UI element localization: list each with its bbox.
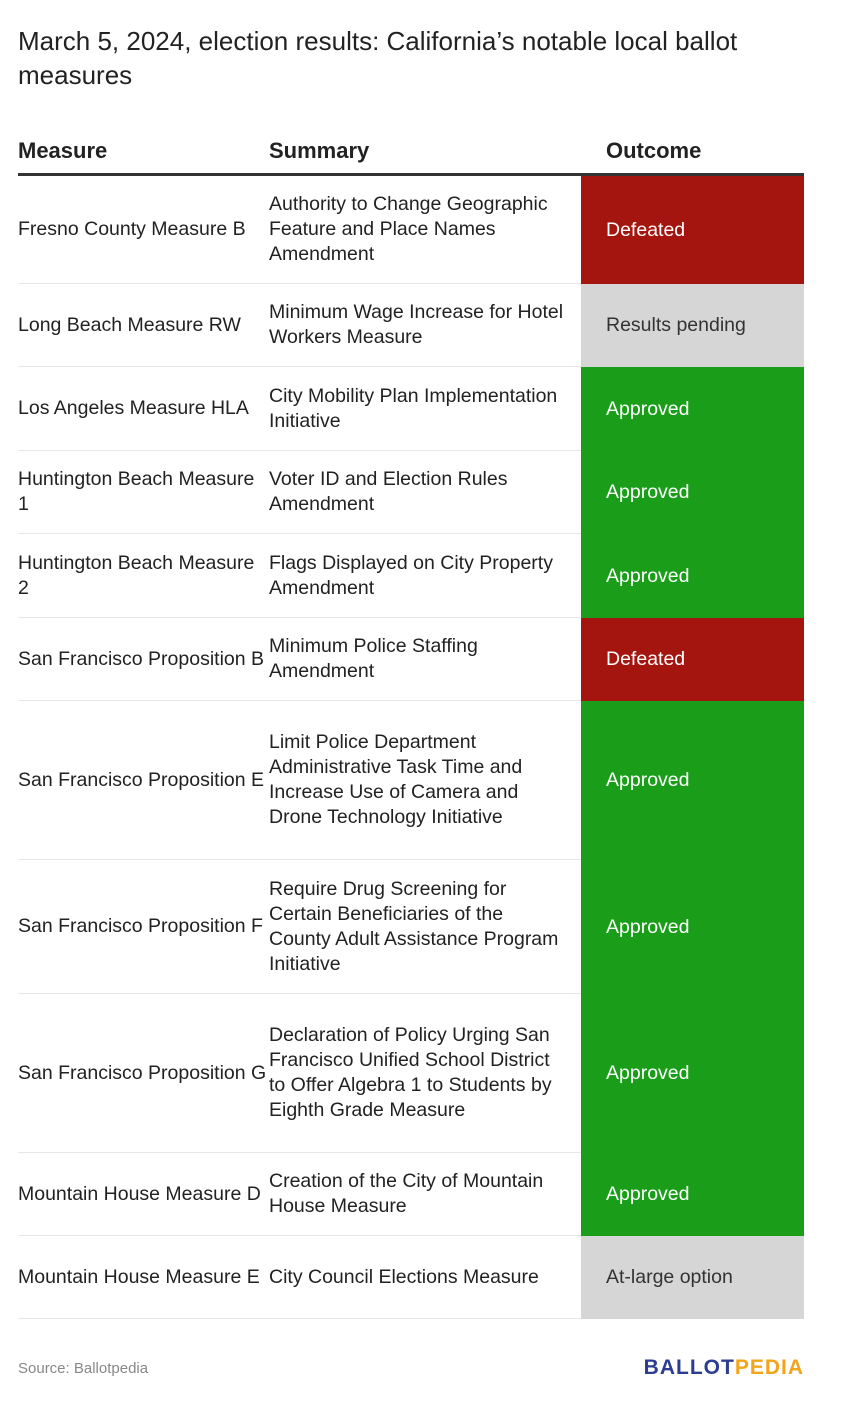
table-header (18, 128, 804, 176)
ballotpedia-logo (644, 1356, 804, 1380)
measure-cell: Fresno County Measure B (18, 176, 269, 284)
measure-cell: San Francisco Proposition E (18, 701, 269, 860)
outcome-cell-approved: Approved (581, 994, 804, 1153)
summary-cell: Minimum Wage Increase for Hotel Workers Measure (269, 284, 581, 367)
column-header-summary: Summary (269, 137, 370, 163)
outcome-cell-defeated: Defeated (581, 176, 804, 284)
outcome-cell-pending: Results pending (581, 284, 804, 367)
summary-cell: Declaration of Policy Urging San Francisco Unified School District to Offer Algebra 1 to Students by Eighth Grade Measure (269, 994, 581, 1153)
summary-cell: City Council Elections Measure (269, 1236, 581, 1319)
measure-cell: San Francisco Proposition F (18, 860, 269, 994)
table-row (18, 451, 804, 534)
table-row (18, 701, 804, 860)
measure-cell: Mountain House Measure E (18, 1236, 269, 1319)
footer (18, 1356, 804, 1380)
logo-text-pedia: PEDIA (734, 1356, 804, 1379)
summary-cell: City Mobility Plan Implementation Initiative (269, 367, 581, 451)
measure-cell: Mountain House Measure D (18, 1153, 269, 1236)
column-header-outcome: Outcome (606, 137, 702, 163)
summary-cell: Authority to Change Geographic Feature and Place Names Amendment (269, 176, 581, 284)
outcome-cell-approved: Approved (581, 701, 804, 860)
table-row (18, 176, 804, 284)
table-row (18, 284, 804, 367)
table-row (18, 860, 804, 994)
summary-cell: Limit Police Department Administrative Task Time and Increase Use of Camera and Drone Technology Initiative (269, 701, 581, 860)
summary-cell: Voter ID and Election Rules Amendment (269, 451, 581, 534)
table-row (18, 367, 804, 451)
table-row (18, 1236, 804, 1319)
summary-cell: Creation of the City of Mountain House Measure (269, 1153, 581, 1236)
outcome-cell-approved: Approved (581, 860, 804, 994)
chart-title: March 5, 2024, election results: California’s notable local ballot measures (18, 26, 738, 90)
measure-cell: Long Beach Measure RW (18, 284, 269, 367)
outcome-cell-approved: Approved (581, 534, 804, 618)
measure-cell: Huntington Beach Measure 2 (18, 534, 269, 618)
outcome-cell-approved: Approved (581, 451, 804, 534)
table-row (18, 1153, 804, 1236)
outcome-cell-pending: At-large option (581, 1236, 804, 1319)
results-table (18, 128, 804, 1319)
measure-cell: San Francisco Proposition G (18, 994, 269, 1153)
column-header-measure: Measure (18, 137, 108, 163)
source-note: Source: Ballotpedia (18, 1359, 149, 1377)
summary-cell: Minimum Police Staffing Amendment (269, 618, 581, 701)
outcome-cell-approved: Approved (581, 367, 804, 451)
outcome-cell-approved: Approved (581, 1153, 804, 1236)
measure-cell: Huntington Beach Measure 1 (18, 451, 269, 534)
table-body (18, 176, 804, 1319)
table-row (18, 534, 804, 618)
measure-cell: Los Angeles Measure HLA (18, 367, 269, 451)
outcome-cell-defeated: Defeated (581, 618, 804, 701)
summary-cell: Flags Displayed on City Property Amendment (269, 534, 581, 618)
table-row (18, 994, 804, 1153)
table-row (18, 618, 804, 701)
summary-cell: Require Drug Screening for Certain Beneficiaries of the County Adult Assistance Program Initiative (269, 860, 581, 994)
measure-cell: San Francisco Proposition B (18, 618, 269, 701)
logo-text-ballot: BALLOT (643, 1356, 735, 1379)
